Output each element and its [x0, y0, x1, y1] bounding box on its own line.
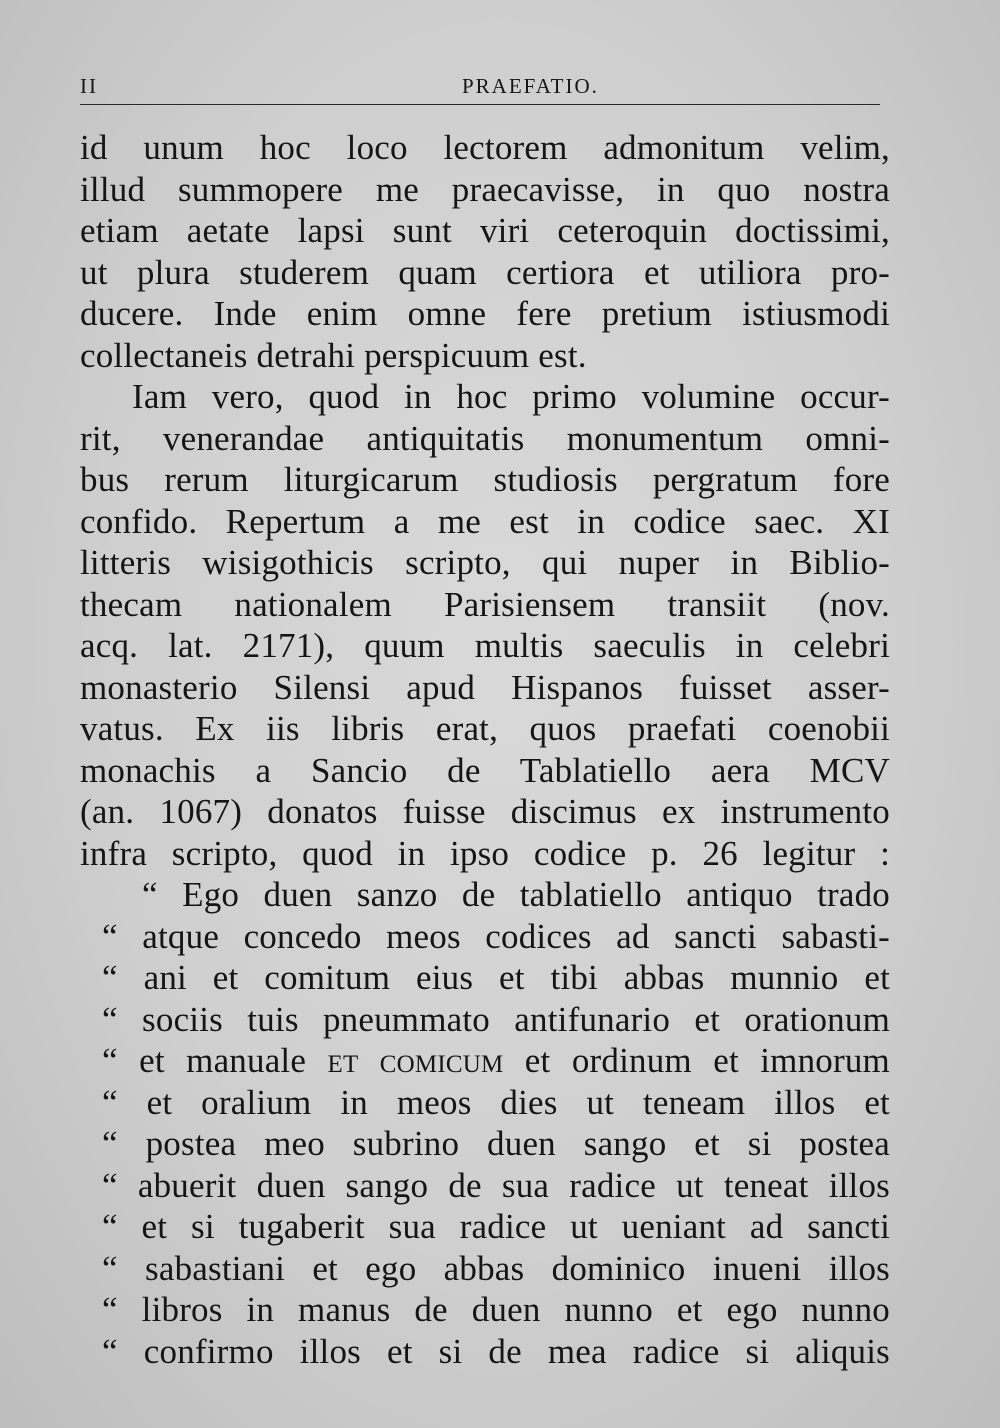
running-title: PRAEFATIO.: [462, 74, 599, 98]
quote-line: “ abuerit duen sango de sua radice ut teneat illos: [102, 1165, 890, 1205]
text-line: rit, venerandae antiquitatis monumentum omni-: [80, 418, 890, 458]
text-line: monachis a Sancio de Tablatiello aera MCV: [80, 750, 890, 790]
quote-line: “ confirmo illos et si de mea radice si aliquis: [102, 1331, 890, 1371]
text-line: ducere. Inde enim omne fere pretium istiusmodi: [80, 294, 890, 333]
quote-line: “ Ego duen sanzo de tablatiello antiquo trado: [142, 875, 890, 914]
paragraph-1: [80, 127, 890, 376]
quote-line: “ postea meo subrino duen sango et si postea: [102, 1124, 890, 1163]
text-line: (an. 1067) donatos fuisse discimus ex instrumento: [80, 792, 890, 831]
quote-text: et ordinum et imnorum: [503, 1041, 890, 1080]
quote-text: “ et manuale: [102, 1041, 328, 1080]
title-smallcaps: et comicum: [327, 1041, 504, 1080]
quote-line: “ et oralium in meos dies ut teneam illos et: [102, 1082, 890, 1122]
quote-line: “ atque concedo meos codices ad sancti sabasti-: [102, 916, 890, 956]
text-line: collectaneis detrahi perspicuum est.: [80, 335, 587, 375]
text-line: ut plura studerem quam certiora et utiliora pro-: [80, 252, 890, 292]
text-line: monasterio Silensi apud Hispanos fuisset asser-: [80, 667, 890, 707]
charter-quotation: [80, 874, 890, 1372]
quote-line: “ sabastiani et ego abbas dominico inueni illos: [102, 1248, 890, 1288]
quote-line: “ ani et comitum eius et tibi abbas munnio et: [102, 958, 890, 997]
quote-line: “ sociis tuis pneummato antifunario et orationum: [102, 999, 890, 1039]
text-line: thecam nationalem Parisiensem transiit (nov.: [80, 584, 890, 624]
body-text: [80, 127, 890, 1372]
text-line: vatus. Ex iis libris erat, quos praefati coenobii: [80, 709, 890, 748]
text-line: litteris wisigothicis scripto, qui nuper in Biblio-: [80, 543, 890, 582]
quote-line: [80, 1040, 890, 1082]
text-line: acq. lat. 2171), quum multis saeculis in celebri: [80, 626, 890, 665]
quote-line: “ libros in manus de duen nunno et ego nunno: [102, 1290, 890, 1329]
text-line: confido. Repertum a me est in codice saec. XI: [80, 501, 890, 541]
text-line: etiam aetate lapsi sunt viri ceteroquin doctissimi,: [80, 211, 890, 250]
text-line: bus rerum liturgicarum studiosis pergratum fore: [80, 460, 890, 499]
page-header: [80, 68, 880, 108]
page-number: II: [80, 74, 98, 98]
text-line: illud summopere me praecavisse, in quo nostra: [80, 169, 890, 209]
header-rule: [80, 104, 880, 105]
text-line: id unum hoc loco lectorem admonitum velim,: [80, 128, 890, 167]
quote-line: “ et si tugaberit sua radice ut ueniant ad sancti: [102, 1207, 890, 1246]
text-line: infra scripto, quod in ipso codice p. 26 legitur :: [80, 833, 890, 873]
paragraph-2: [80, 376, 890, 874]
text-line: Iam vero, quod in hoc primo volumine occur-: [132, 377, 890, 416]
